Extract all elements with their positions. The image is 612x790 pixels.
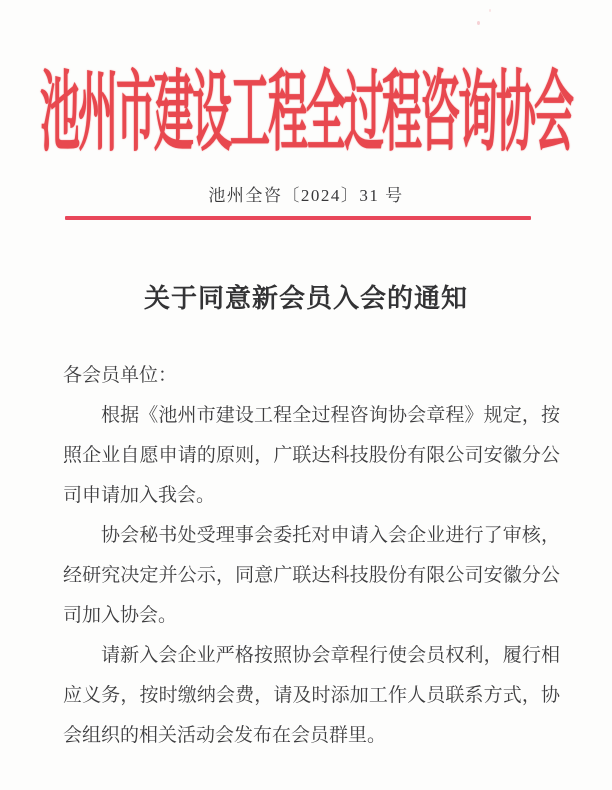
org-header-title: 池州市建设工程全过程咨询协会 (40, 63, 572, 163)
scan-speck (489, 9, 491, 12)
document-number: 池州全咨〔2024〕31 号 (208, 186, 404, 205)
salutation-line: 各会员单位： (63, 365, 178, 386)
body-paragraph: 根据《池州市建设工程全过程咨询协会章程》规定，按照企业自愿申请的原则，广联达科技股份有限公司安徽分公司申请加入我会。 (63, 405, 560, 506)
scan-speck (477, 21, 480, 25)
body-paragraph: 协会秘书处受理事会委托对申请入会企业进行了审核，经研究决定并公示，同意广联达科技股份有限公司安徽分公司加入协会。 (63, 525, 560, 626)
notice-title: 关于同意新会员入会的通知 (143, 284, 468, 313)
notice-body (63, 356, 560, 756)
red-divider-line (65, 216, 531, 220)
body-paragraph: 请新入会企业严格按照协会章程行使会员权利，履行相应义务，按时缴纳会费，请及时添加工作人员联系方式，协会组织的相关活动会发布在会员群里。 (63, 645, 560, 746)
